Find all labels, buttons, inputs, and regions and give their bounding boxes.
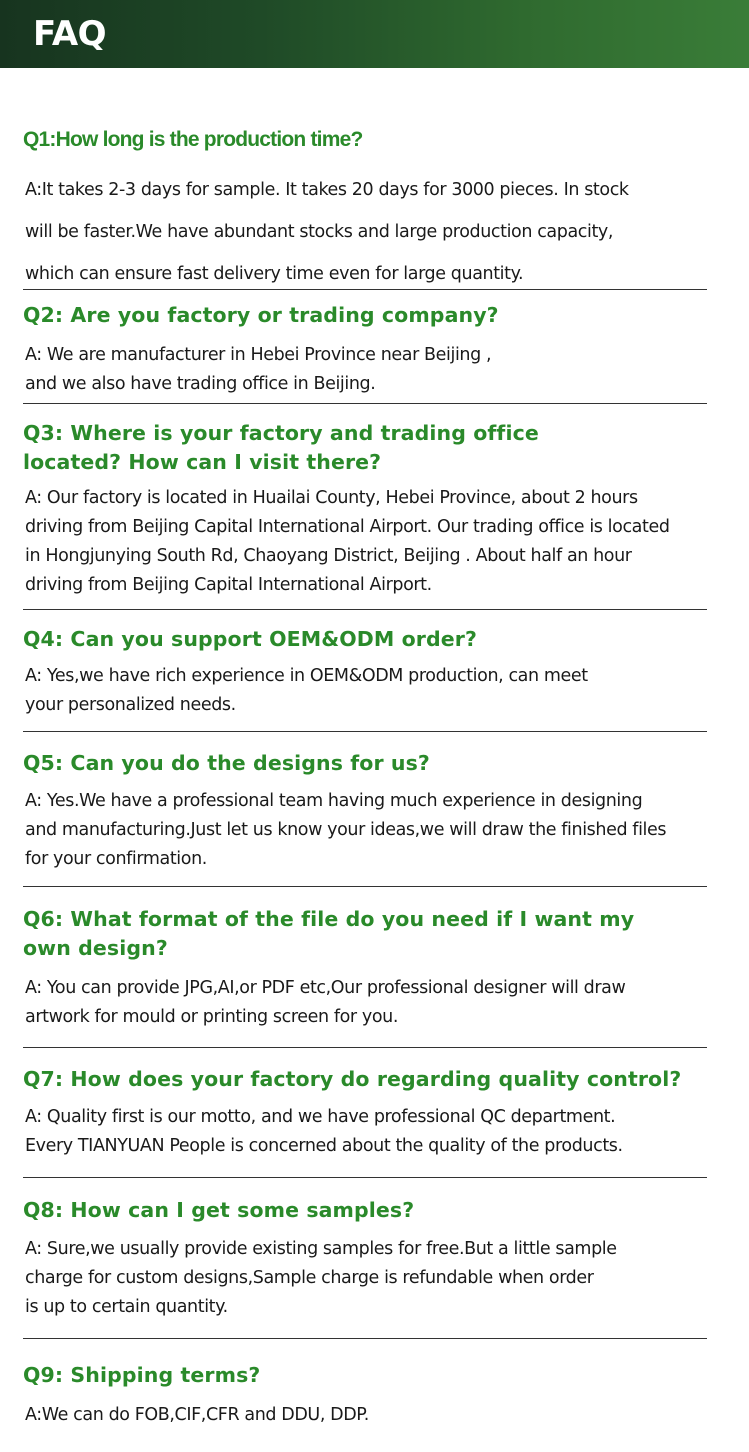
- faq-answer-3: A: Our factory is located in Huailai County, Hebei Province, about 2 hours driving from Beijing Capital International Airport. Our trading office is located in Hongjunying South Rd, Chaoyang District, Beijing . About half an hour driving from Beijing Capital International Airport.: [25, 488, 670, 595]
- faq-question-2: Q2: Are you factory or trading company?: [23, 303, 499, 327]
- page-title: FAQ: [33, 14, 107, 54]
- faq-divider-3: [23, 609, 707, 610]
- faq-answer-7: A: Quality first is our motto, and we have professional QC department. Every TIANYUAN People is concerned about the quality of the products.: [25, 1107, 623, 1156]
- faq-question-4: Q4: Can you support OEM&ODM order?: [23, 627, 477, 651]
- faq-answer-4: A: Yes,we have rich experience in OEM&ODM production, can meet your personalized needs.: [25, 666, 588, 715]
- faq-divider-2: [23, 403, 707, 404]
- faq-answer-8: A: Sure,we usually provide existing samples for free.But a little sample charge for custom designs,Sample charge is refundable when order is up to certain quantity.: [25, 1239, 617, 1317]
- faq-question-8: Q8: How can I get some samples?: [23, 1198, 415, 1222]
- faq-question-1: Q1:How long is the production time?: [23, 128, 363, 151]
- faq-answer-6: A: You can provide JPG,AI,or PDF etc,Our professional designer will draw artwork for mould or printing screen for you.: [25, 978, 626, 1027]
- faq-answer-1: A:It takes 2-3 days for sample. It takes 20 days for 3000 pieces. In stock will be faster.We have abundant stocks and large production capacity, which can ensure fast delivery time even for large quantity.: [25, 180, 629, 284]
- faq-answer-5: A: Yes.We have a professional team having much experience in designing and manufacturing.Just let us know your ideas,we will draw the finished files for your confirmation.: [25, 791, 667, 869]
- faq-question-3: Q3: Where is your factory and trading office located? How can I visit there?: [23, 421, 539, 474]
- faq-divider-6: [23, 1047, 707, 1048]
- faq-divider-7: [23, 1177, 707, 1178]
- faq-question-9: Q9: Shipping terms?: [23, 1363, 261, 1387]
- faq-question-7: Q7: How does your factory do regarding quality control?: [23, 1067, 682, 1091]
- faq-question-6: Q6: What format of the file do you need if I want my own design?: [23, 907, 635, 960]
- faq-answer-9: A:We can do FOB,CIF,CFR and DDU, DDP.: [25, 1405, 369, 1425]
- faq-banner: [0, 0, 749, 68]
- faq-divider-1: [23, 289, 707, 290]
- faq-divider-8: [23, 1338, 707, 1339]
- faq-divider-4: [23, 731, 707, 732]
- faq-question-5: Q5: Can you do the designs for us?: [23, 751, 430, 775]
- faq-answer-2: A: We are manufacturer in Hebei Province near Beijing , and we also have trading office in Beijing.: [25, 345, 492, 394]
- faq-divider-5: [23, 886, 707, 887]
